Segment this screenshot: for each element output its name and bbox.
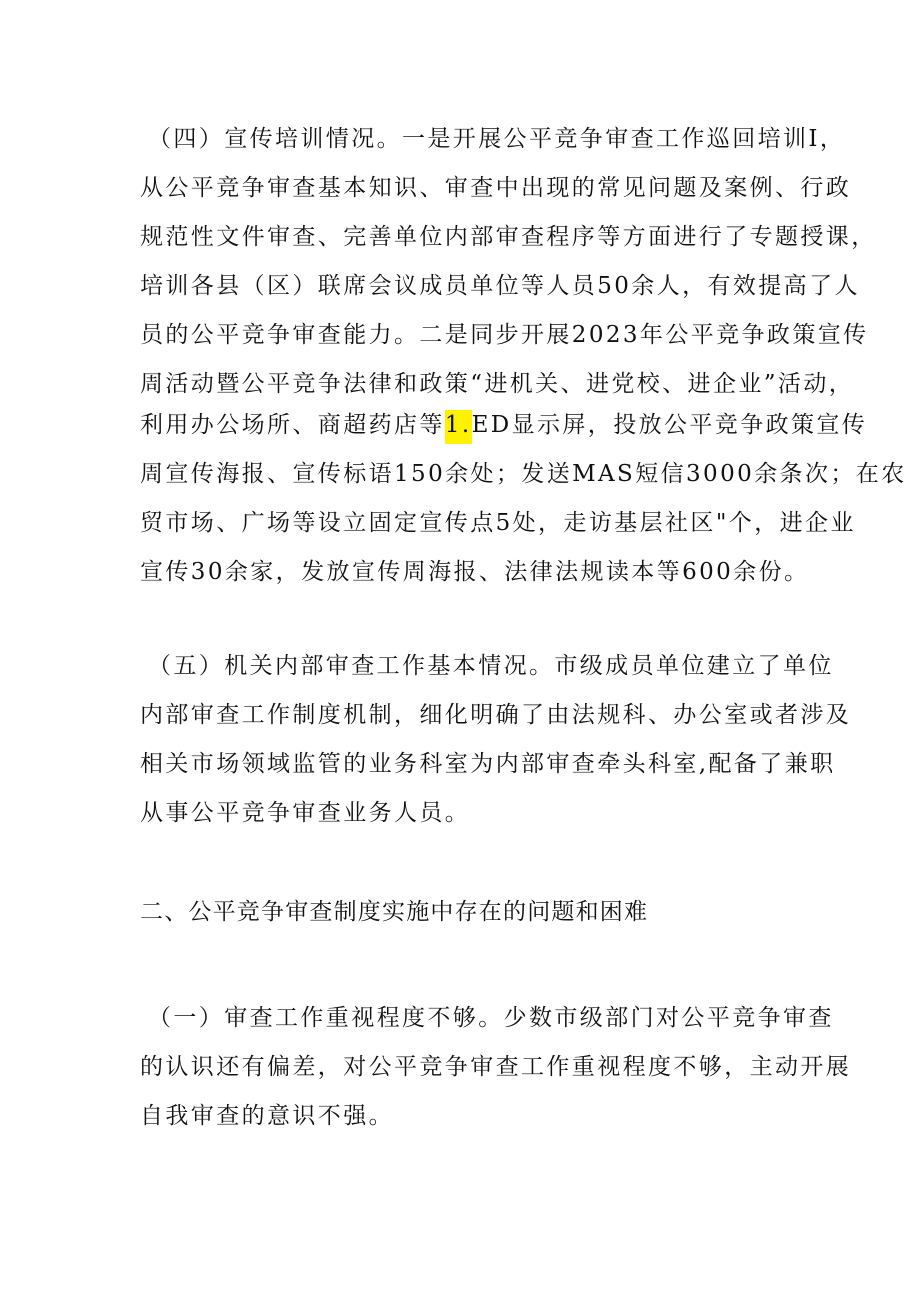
section-heading: 二、公平竞争审查制度实施中存在的问题和困难	[140, 899, 649, 925]
paragraph-line: 贸市场、广场等设立固定宣传点5处，走访基层社区"个，进企业	[140, 510, 856, 536]
highlighted-text: 1.	[445, 410, 472, 444]
line-text: ED显示屏，投放公平竞争政策宣传	[471, 412, 868, 438]
paragraph-line: 周宣传海报、宣传标语150余处；发送MAS短信3000余条次；在农	[140, 461, 907, 487]
paragraph-line: （一）审查工作重视程度不够。少数市级部门对公平竞争审查	[148, 1005, 834, 1031]
paragraph-line: （四）宣传培训情况。一是开展公平竞争审查工作巡回培训I，	[148, 126, 846, 152]
paragraph-line: 的认识还有偏差，对公平竞争审查工作重视程度不够，主动开展	[140, 1054, 852, 1080]
paragraph-line: 员的公平竞争审查能力。二是同步开展2023年公平竞争政策宣传	[140, 322, 869, 348]
paragraph-line: 从公平竞争审查基本知识、审查中出现的常见问题及案例、行政	[140, 175, 852, 201]
paragraph-line	[140, 410, 868, 440]
paragraph-line: 宣传30余家，发放宣传周海报、法律法规读本等600余份。	[140, 559, 810, 585]
paragraph-line: 内部审查工作制度机制，细化明确了由法规科、办公室或者涉及	[140, 702, 852, 728]
paragraph-line: 规范性文件审查、完善单位内部审查程序等方面进行了专题授课，	[140, 224, 877, 250]
paragraph-line: 周活动暨公平竞争法律和政策“进机关、进党校、进企业”活动，	[140, 371, 855, 397]
paragraph-line: 相关市场领域监管的业务科室为内部审查牵头科室,配备了兼职	[140, 751, 836, 777]
paragraph-line: （五）机关内部审查工作基本情况。市级成员单位建立了单位	[148, 653, 834, 679]
paragraph-line: 自我审查的意识不强。	[140, 1103, 394, 1129]
paragraph-line: 培训各县（区）联席会议成员单位等人员50余人，有效提高了人	[140, 273, 860, 299]
line-text: 利用办公场所、商超药店等	[140, 412, 445, 438]
paragraph-line: 从事公平竞争审查业务人员。	[140, 800, 471, 826]
